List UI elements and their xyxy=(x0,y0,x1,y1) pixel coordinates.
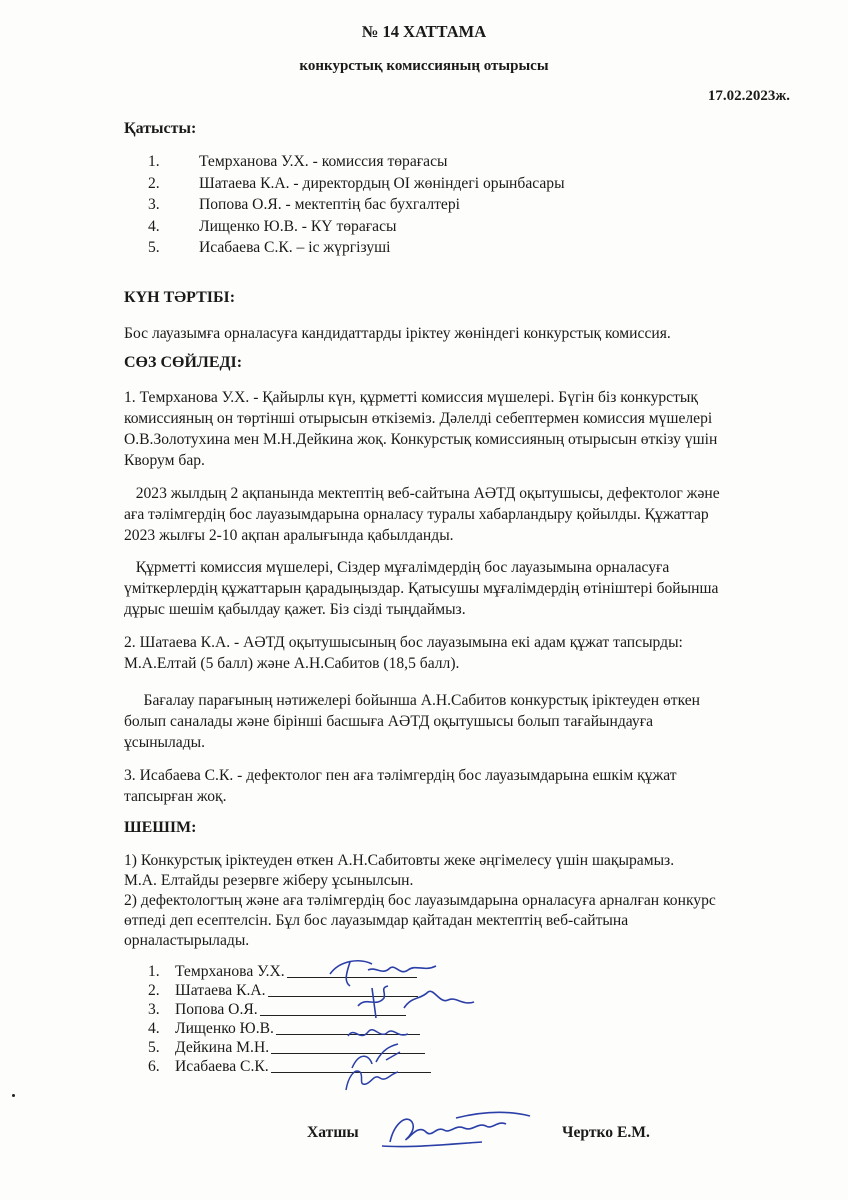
text-line: өтпеді деп есептелсін. Бұл бос лауазымдар қайтадан мектептің веб-сайтына xyxy=(124,912,629,929)
attendee-item xyxy=(148,237,565,259)
attendee-item xyxy=(148,151,565,173)
signature-name: Попова О.Я. xyxy=(175,1001,258,1018)
text-line: 2) дефектологтың және аға тәлімгердің бос лауазымдарына орналасуға арналған конкурс xyxy=(124,892,716,909)
signature-number: 1. xyxy=(148,963,160,980)
agenda-text: Бос лауазымға орналасуға кандидаттарды іріктеу жөніндегі конкурстық комиссия. xyxy=(124,325,671,342)
text-line: 2023 жылғы 2-10 ақпан аралығында қабылданды. xyxy=(124,527,454,544)
attendee-number: 1. xyxy=(148,153,160,170)
attendee-number: 4. xyxy=(148,217,160,235)
signature-name: Дейкина М.Н. xyxy=(175,1039,270,1056)
document-date: 17.02.2023ж. xyxy=(707,88,790,104)
speech-paragraph-1 xyxy=(124,387,804,471)
signature-number: 3. xyxy=(148,1001,160,1018)
text-line: ұсынылады. xyxy=(124,734,206,751)
text-line: О.В.Золотухина мен М.Н.Дейкина жоқ. Конкурстық комиссияның отырысын өткізу үшін xyxy=(124,431,718,448)
secretary-label: Хатшы xyxy=(307,1124,359,1141)
text-line: Кворум бар. xyxy=(124,452,205,469)
text-line: болып саналады және бірінші басшыға АӘТД оқытушысы болып тағайындауға xyxy=(124,713,654,730)
attendee-text: Шатаева К.А. - директордың ОІ жөніндегі орынбасары xyxy=(199,174,565,192)
secretary-name: Чертко Е.М. xyxy=(562,1124,650,1141)
signature-number: 2. xyxy=(148,982,160,999)
speech-paragraph-4 xyxy=(124,632,804,674)
text-line: орналастырылады. xyxy=(124,932,250,949)
speech-paragraph-2 xyxy=(124,483,804,546)
attendee-text: Попова О.Я. - мектептің бас бухгалтері xyxy=(199,196,460,213)
text-line: үміткерлердің құжаттарын қарадыңыздар. Қатысушы мұғалімдердің өтініштері бойынша xyxy=(124,580,719,597)
text-line: 3. Исабаева С.К. - дефектолог пен аға тәлімгердің бос лауазымдарына ешкім құжат xyxy=(124,767,677,784)
signature-number: 6. xyxy=(148,1058,160,1075)
speech-paragraph-3 xyxy=(124,557,804,620)
text-line: 2023 жылдың 2 ақпанында мектептің веб-сайтына АӘТД оқытушысы, дефектолог және xyxy=(124,485,720,502)
agenda-heading: КҮН ТӘРТІБІ: xyxy=(124,289,236,306)
signature-name: Шатаева К.А. xyxy=(175,982,266,999)
attendee-item xyxy=(148,194,565,216)
scan-speck xyxy=(12,1094,15,1097)
attendee-text: Лищенко Ю.В. - КҮ төрағасы xyxy=(199,217,397,235)
document-subtitle: конкурстық комиссияның отырысы xyxy=(299,58,549,74)
attendee-number: 5. xyxy=(148,239,160,256)
text-line: дұрыс шешім қабылдау қажет. Біз сізді тыңдаймыз. xyxy=(124,601,466,618)
signature-name: Исабаева С.К. xyxy=(175,1058,269,1075)
signature-number: 4. xyxy=(148,1020,160,1037)
text-line: аға тәлімгердің бос лауазымдарына орналасу туралы хабарландыру қойылды. Құжаттар xyxy=(124,506,709,523)
attendee-text: Исабаева С.К. – іс жүргізуші xyxy=(199,239,391,256)
text-line: 2. Шатаева К.А. - АӘТД оқытушысының бос лауазымына екі адам құжат тапсырды: xyxy=(124,634,683,651)
speech-paragraph-6 xyxy=(124,765,804,807)
text-line: тапсырған жоқ. xyxy=(124,788,227,805)
signature-name: Лищенко Ю.В. xyxy=(175,1020,274,1037)
attendee-item xyxy=(148,173,565,195)
speech-paragraph-5 xyxy=(124,690,804,753)
text-line: Бағалау парағының нәтижелері бойынша А.Н.Сабитов конкурстық іріктеуден өткен xyxy=(124,692,701,709)
signature-name: Темрханова У.Х. xyxy=(175,963,285,980)
signature-secretary xyxy=(372,1108,542,1158)
text-line: комиссияның он төртінші отырысын өткіземіз. Дәлелді себептермен комиссия мүшелері xyxy=(124,410,713,427)
speeches-heading: СӨЗ СӨЙЛЕДІ: xyxy=(124,354,243,371)
attendee-number: 2. xyxy=(148,174,160,192)
attendees-list xyxy=(148,151,565,259)
decision-text xyxy=(124,851,804,951)
text-line: 1) Конкурстық іріктеуден өткен А.Н.Сабитовты жеке әңгімелесу үшін шақырамыз. xyxy=(124,852,675,869)
document-title: № 14 ХАТТАМА xyxy=(361,22,487,41)
attendee-number: 3. xyxy=(148,196,160,213)
text-line: М.А. Елтайды резервге жіберу ұсынылсын. xyxy=(124,872,414,889)
attendee-item xyxy=(148,216,565,238)
text-line: 1. Темрханова У.Х. - Қайырлы күн, құрметті комиссия мүшелері. Бүгін біз конкурстық xyxy=(124,389,698,406)
text-line: Құрметті комиссия мүшелері, Сіздер мұғалімдердің бос лауазымына орналасуға xyxy=(124,559,670,576)
text-line: М.А.Елтай (5 балл) және А.Н.Сабитов (18,5 балл). xyxy=(124,655,460,672)
attendee-text: Темрханова У.Х. - комиссия төрағасы xyxy=(199,153,448,170)
signature-number: 5. xyxy=(148,1039,160,1056)
attendees-heading: Қатысты: xyxy=(124,120,197,137)
signature-isabaeva xyxy=(338,1060,408,1096)
decision-heading: ШЕШІМ: xyxy=(124,819,197,836)
